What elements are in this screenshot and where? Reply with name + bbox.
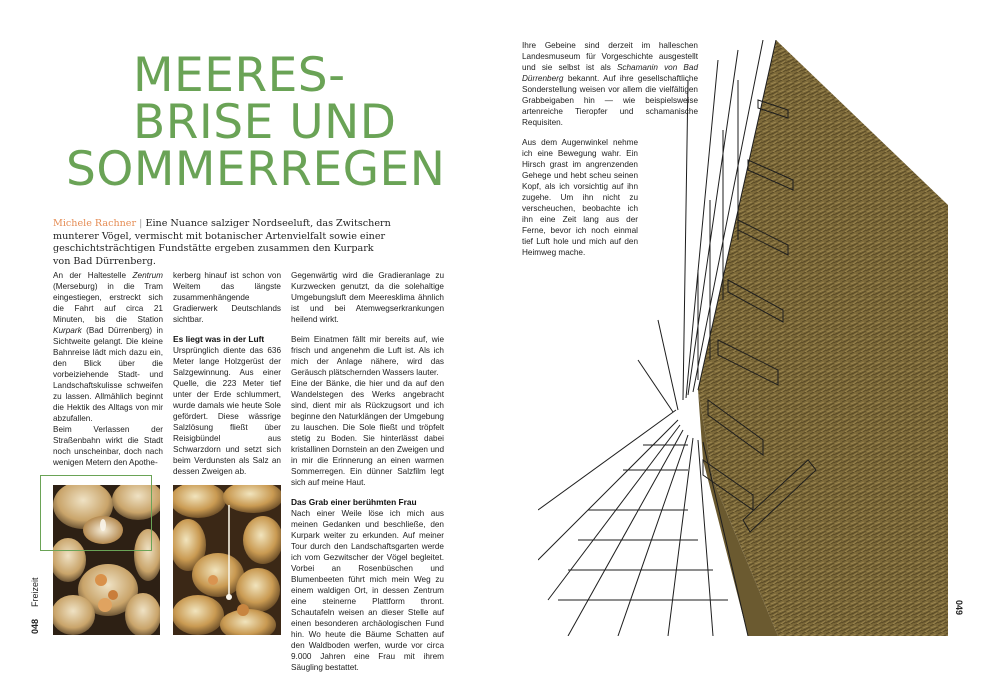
lead-text: Eine Nuance salziger Nordseeluft, das Zwitschern munterer Vögel, vermischt mit botanischer Artenvielfalt sowie einer geschichtsträchtigen Fundstätte ergeben zusammen den Kurpark von Bad Dürrenberg. <box>53 218 391 267</box>
paragraph: Beim Verlassen der Straßenbahn wirkt die Stadt noch unscheinbar, doch nach wenigen Metern den Apothe- <box>53 425 163 467</box>
author-separator: | <box>139 218 143 229</box>
gradierwerk-drawing <box>538 40 948 636</box>
text-column-1 <box>53 270 163 468</box>
paragraph: Aus dem Augenwinkel nehme ich eine Bewegung wahr. Ein Hirsch grast im angrenzenden Gehege und hebt scheu seinen Kopf, als ich vorsichtig auf ihn zugehe. Um ihn nicht zu verscheuchen, beobachte ich ihn eine Zeit lang aus der Ferne, bevor ich noch einmal tief Luft hole und mich auf den Heimweg mache. <box>522 138 638 257</box>
paragraph: Eine der Bänke, die hier und da auf den Wandelstegen des Werks angebracht sind, dient mir als Rückzugsort und ich beginne den Naturklängen der Umgebung zu lauschen. Die Sole fließt und tröpfelt stetig zu Boden. Sie hinterlässt dabei kristallinen Dornstein an den Zweigen und in mir die Erinnerung an einen warmen Sommerregen. Ein dünner Salzfilm legt sich auf meine Haut. <box>291 379 444 487</box>
green-accent-frame <box>40 475 152 551</box>
paragraph: kerberg hinauf ist schon von Weitem das längste zusammenhängende Gradierwerk Deutschlands sichtbar. <box>173 271 281 324</box>
dripping-brine-image <box>173 485 281 635</box>
author-name: Michele Rachner <box>53 218 137 229</box>
text-column-2 <box>173 270 281 477</box>
title-line-1: MEERES- <box>133 48 346 103</box>
graduation-tower-illustration <box>538 40 948 636</box>
paragraph: An der Haltestelle Zentrum (Merseburg) in die Tram eingestiegen, erstreckt sich die Fahrt auf circa 21 Minuten, bis die Station Kurpark (Bad Dürrenberg) in Sichtweite gelangt. Die kleine Bahnreise lädt mich dazu ein, den Blick über die vorbeiziehende Stadt- und Landschaftskulisse schweifen zu lassen. Allmählich beginnt die Hektik des Alltags von mir abzufallen. <box>53 271 163 423</box>
page-footer-right <box>954 600 976 640</box>
title-line-2: BRISE UND <box>133 95 397 150</box>
section-heading: Es liegt was in der Luft <box>173 334 265 344</box>
text-column-3 <box>291 270 444 673</box>
title-line-3: SOMMERREGEN <box>66 142 446 197</box>
section-heading: Das Grab einer berühmten Frau <box>291 497 417 507</box>
page-number-right: 049 <box>954 600 964 616</box>
section-name: Freizeit <box>30 577 40 607</box>
paragraph: Ursprünglich diente das 636 Meter lange Holzgerüst der Salzgewinnung. Aus einer Quelle, die 223 Meter tief unter der Erde schlummert, wurde damals wie heute Sole gefördert. Diese wässrige Salzlösung fließt über Reisigbündel aus Schwarzdorn und setzt sich beim Verdunsten als Salz an dessen Zweigen ab. <box>173 346 281 476</box>
paragraph: Gegenwärtig wird die Gradieranlage zu Kurzwecken genutzt, da die solehaltige Umgebungsluft dem Meeresklima ähnlich ist und bei Atemwegserkrankungen heilend wirkt. <box>291 271 444 324</box>
folio-left-text <box>30 577 40 634</box>
paragraph: Ihre Gebeine sind derzeit im halleschen Landesmuseum für Vorgeschichte ausgestellt und sie selbst ist als Schamanin von Bad Dürrenberg bekannt. Auf ihre gesellschaftliche Sonderstellung weisen vor allem die vielfältigen Grabbeigaben hin — wie beispielsweise artenreiche Tieropfer und schamanische Requisiten. <box>522 41 698 127</box>
article-title <box>66 48 466 197</box>
paragraph: Beim Einatmen fällt mir bereits auf, wie frisch und angenehm die Luft ist. Als ich mich der Anlage nähere, wird das Geräusch plätschernden Wassers lauter. <box>291 335 444 377</box>
salt-crystal-photo-2 <box>173 485 281 635</box>
article-lead <box>53 218 391 268</box>
page-number-left: 048 <box>30 618 40 634</box>
paragraph: Nach einer Weile löse ich mich aus meinen Gedanken und beschließe, den Kurpark weiter zu erkunden. Auf meiner Tour durch den Landschaftsgarten werde ich vom Gezwitscher der Vögel begleitet. Vorbei an Rosenbüschen und Blumenbeeten führt mich mein Weg zu einem waldigen Ort, in dessen Zentrum eine steinerne Plattform thront. Schautafeln weisen an dieser Stelle auf einen besonderen archäologischen Fund hin. Wo heute die Bäume Schatten auf den Waldboden werfen, wurde vor circa 9.000 Jahren eine Frau mit ihrem Säugling bestattet. <box>291 509 444 672</box>
page-footer-left <box>18 562 40 642</box>
